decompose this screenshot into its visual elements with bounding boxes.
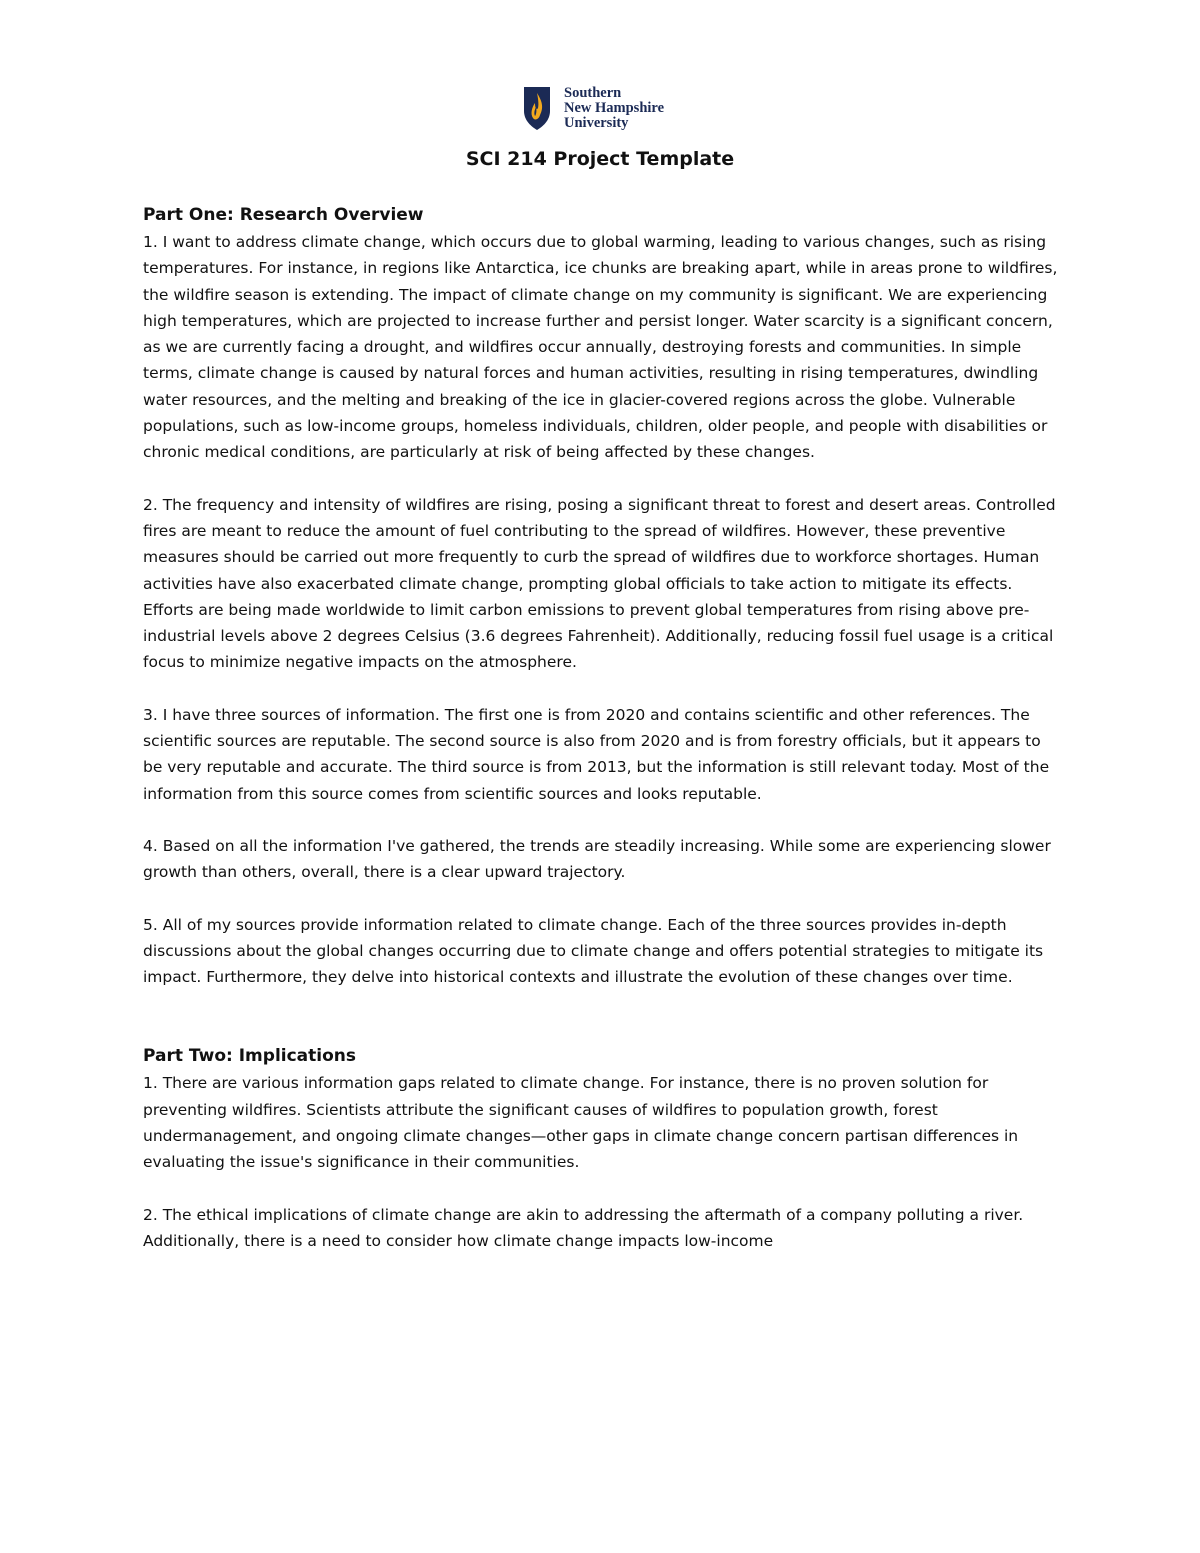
part-one-paragraph-2: 2. The frequency and intensity of wildfires are rising, posing a significant threat to forest and desert areas. Controlled fires are meant to reduce the amount of fuel contributing to the spread of wildfires. However, these preventive measures should be carried out more frequently to curb the spread of wildfires due to workforce shortages. Human activities have also exacerbated climate change, prompting global officials to take action to mitigate its effects. Efforts are being made worldwide to limit carbon emissions to prevent global temperatures from rising above pre-industrial levels above 2 degrees Celsius (3.6 degrees Fahrenheit). Additionally, reducing fossil fuel usage is a critical focus to minimize negative impacts on the atmosphere.: [143, 495, 1056, 672]
part-one-paragraph-1: 1. I want to address climate change, which occurs due to global warming, leading to various changes, such as rising temperatures. For instance, in regions like Antarctica, ice chunks are breaking apart, while in areas prone to wildfires, the wildfire season is extending. The impact of climate change on my community is significant. We are experiencing high temperatures, which are projected to increase further and persist longer. Water scarcity is a significant concern, as we are currently facing a drought, and wildfires occur annually, destroying forests and communities. In simple terms, climate change is caused by natural forces and human activities, resulting in rising temperatures, dwindling water resources, and the melting and breaking of the ice in glacier-covered regions across the globe. Vulnerable populations, such as low-income groups, homeless individuals, children, older people, and people with disabilities or chronic medical conditions, are particularly at risk of being affected by these changes.: [143, 233, 1058, 462]
university-name: [564, 86, 664, 131]
logo-line-2: New Hampshire: [564, 99, 665, 116]
part-one-paragraph-3: 3. I have three sources of information. The first one is from 2020 and contains scientific and other references. The scientific sources are reputable. The second source is also from 2020 and is from forestry officials, but it appears to be very reputable and accurate. The third source is from 2013, but the information is still relevant today. Most of the information from this source comes from scientific sources and looks reputable.: [143, 705, 1050, 803]
page-title: SCI 214 Project Template: [465, 148, 735, 170]
logo-line-1: Southern: [564, 84, 622, 101]
section-spacer: [143, 1016, 1063, 1042]
part-two-paragraph-1: 1. There are various information gaps related to climate change. For instance, there is no proven solution for preventing wildfires. Scientists attribute the significant causes of wildfires to population growth, forest undermanagement, and ongoing climate changes—other gaps in climate change concern partisan differences in evaluating the issue's significance in their communities.: [143, 1074, 1019, 1172]
part-one-paragraph-5: 5. All of my sources provide information related to climate change. Each of the three sources provides in-depth discussions about the global changes occurring due to climate change and offers potential strategies to mitigate its impact. Furthermore, they delve into historical contexts and illustrate the evolution of these changes over time.: [143, 915, 1044, 987]
part-two-paragraph-2: 2. The ethical implications of climate change are akin to addressing the aftermath of a company polluting a river. Additionally, there is a need to consider how climate change impacts low-income: [143, 1205, 1024, 1250]
logo-line-3: University: [564, 114, 629, 131]
part-two-heading: Part Two: Implications: [143, 1046, 356, 1067]
part-one-heading: Part One: Research Overview: [143, 205, 424, 225]
part-one-paragraph-4: 4. Based on all the information I've gathered, the trends are steadily increasing. While some are experiencing slower growth than others, overall, there is a clear upward trajectory.: [143, 836, 1051, 882]
document-body: [143, 201, 1063, 1280]
shield-flame-icon: [522, 85, 552, 131]
university-logo: [522, 84, 664, 132]
